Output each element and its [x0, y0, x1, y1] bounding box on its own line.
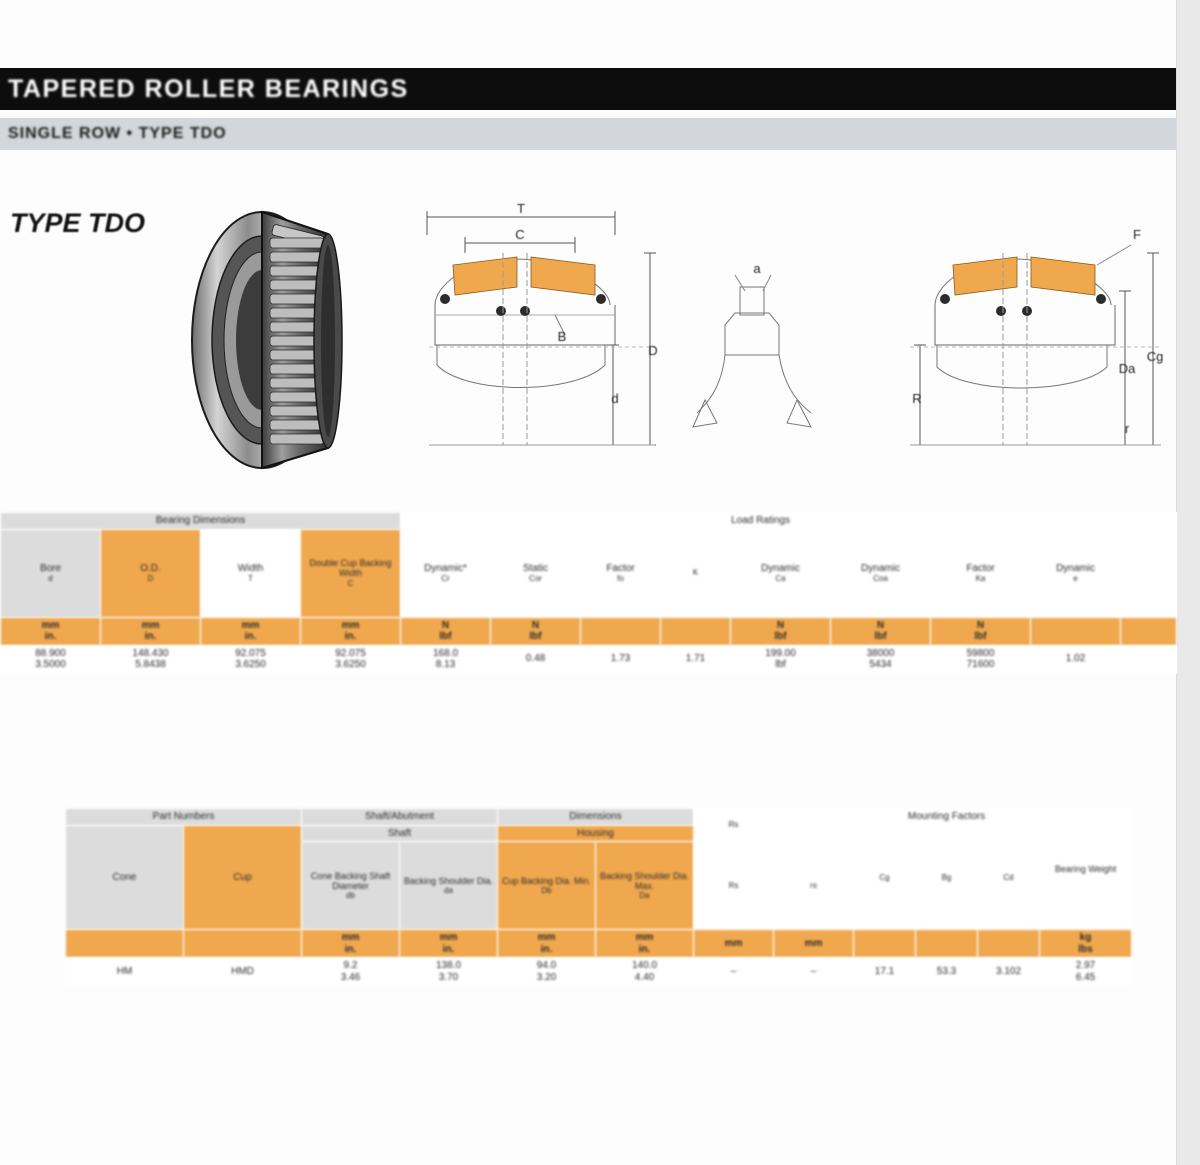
unit-cr: N lbf — [401, 617, 491, 645]
group-header-bearing-dimensions: Bearing Dimensions — [1, 513, 401, 530]
col-header-od — [101, 529, 201, 617]
unit-bore: mm in. — [1, 617, 101, 645]
table1-group-header-row — [1, 513, 1177, 530]
dim-label-C: C — [515, 227, 525, 242]
unit-weight: kg lbs — [1040, 930, 1132, 958]
unit-cup-backing-width: mm in. — [301, 617, 401, 645]
dim-label-F: F — [1133, 227, 1141, 242]
col-header-cup-backing-width-label: Double Cup Backing Width — [309, 558, 392, 579]
col-header-factor-fo-symbol: fo — [617, 574, 624, 584]
unit-ca: N lbf — [731, 617, 831, 645]
col-header-dynamic-coa-symbol: Coa — [873, 574, 888, 584]
table1-units-row — [1, 617, 1177, 645]
group-header-dimensions: Dimensions — [498, 809, 694, 826]
col-header-dynamic-e — [1031, 529, 1121, 617]
group-header-rs-unit: Rs — [694, 809, 774, 842]
col-header-bore — [1, 529, 101, 617]
unit-da-min: mm in. — [400, 930, 498, 958]
unit-cd — [978, 930, 1040, 958]
cell-width: 92.075 3.6250 — [201, 645, 301, 673]
unit-db-cup: mm in. — [498, 930, 596, 958]
col-header-dynamic-ca-symbol: Ca — [775, 574, 786, 584]
cell-coa: 38000 5434 — [831, 645, 931, 673]
group-header-shaft-abutment: Shaft/Abutment — [302, 809, 498, 826]
table1-edge-cell-2 — [1121, 529, 1177, 617]
col-header-dynamic-coa — [831, 529, 931, 617]
col-header-dynamic-e-symbol: e — [1073, 574, 1078, 584]
col-header-cone-backing-shaft-dia: Cone Backing Shaft Diameter db — [302, 842, 400, 930]
cell-cone-part-number: HM — [66, 958, 184, 986]
cell-bg: 53.3 — [916, 958, 978, 986]
sub-header-shaft: Shaft — [302, 825, 498, 842]
group-header-mounting-factors: Mounting Factors — [854, 809, 1040, 826]
table-row — [1, 645, 1177, 673]
col-header-cup-backing-width — [301, 529, 401, 617]
cell-ca: 199.00 lbf — [731, 645, 831, 673]
page-subtitle: SINGLE ROW • TYPE TDO — [8, 125, 227, 142]
bearing-dimensions-load-ratings-table — [0, 512, 1177, 674]
unit-cup — [184, 930, 302, 958]
col-header-rs: Rs — [694, 842, 774, 930]
cell-cg: 17.1 — [854, 958, 916, 986]
col-header-static-cor-label: Static — [522, 562, 548, 574]
col-header-cg: Cg — [854, 825, 916, 930]
unit-rs-small: mm — [774, 930, 854, 958]
part-numbers-abutment-dimensions-table — [65, 808, 1132, 986]
col-header-cup: Cup — [184, 825, 302, 930]
col-header-od-symbol: D — [147, 574, 154, 584]
dim-label-B: B — [557, 329, 567, 344]
table-row — [66, 958, 1132, 986]
unit-coa: N lbf — [831, 617, 931, 645]
col-header-factor-fo — [581, 529, 661, 617]
table1-column-header-row — [1, 529, 1177, 617]
bearing-type-label: TYPE TDO — [10, 208, 146, 238]
unit-ka: N lbf — [931, 617, 1031, 645]
col-header-bg: Bg — [916, 825, 978, 930]
table1-edge-cell — [1121, 513, 1177, 530]
col-header-cup-backing-dia-min: Cup Backing Dia. Min. Db — [498, 842, 596, 930]
group-header-load-ratings: Load Ratings — [401, 513, 1121, 530]
cell-da-max: 140.0 4.40 — [596, 958, 694, 986]
bearing-cross-section-drawings — [405, 195, 1175, 490]
cell-rs: – — [694, 958, 774, 986]
group-header-bearing-weight: Bearing Weight — [1040, 809, 1132, 930]
table2-group-header-row — [66, 809, 1132, 826]
col-header-backing-shoulder-dia: Backing Shoulder Dia. da — [400, 842, 498, 930]
col-header-dynamic-cr — [401, 529, 491, 617]
unit-cone — [66, 930, 184, 958]
table2-sub-header-row — [66, 825, 1132, 842]
col-header-factor-ka — [931, 529, 1031, 617]
col-header-cd: Cd — [978, 825, 1040, 930]
col-header-cup-backing-width-symbol: C — [347, 578, 354, 588]
dim-label-Da: Da — [1118, 361, 1136, 376]
unit-k — [661, 617, 731, 645]
dim-label-D: D — [648, 343, 658, 358]
col-header-static-cor-symbol: Cor — [529, 574, 542, 584]
col-header-factor-fo-label: Factor — [606, 562, 635, 574]
dim-label-R: R — [912, 391, 922, 406]
unit-cor: N lbf — [491, 617, 581, 645]
unit-rs: mm — [694, 930, 774, 958]
cell-db-cup: 94.0 3.20 — [498, 958, 596, 986]
cell-cup-part-number: HMD — [184, 958, 302, 986]
col-header-bore-symbol: d — [48, 574, 53, 584]
col-header-static-cor — [491, 529, 581, 617]
col-header-cone: Cone — [66, 825, 184, 930]
cell-bore: 88.900 3.5000 — [1, 645, 101, 673]
col-header-dynamic-cr-symbol: Cr — [441, 574, 450, 584]
group-header-part-numbers: Part Numbers — [66, 809, 302, 826]
col-header-width — [201, 529, 301, 617]
col-header-rs-small: rs — [774, 842, 854, 930]
document-title-bar — [0, 68, 1176, 110]
dim-label-a: a — [753, 261, 761, 276]
cell-ka: 59800 71600 — [931, 645, 1031, 673]
col-header-width-label: Width — [237, 562, 264, 574]
cell-rs-small: – — [774, 958, 854, 986]
unit-fo — [581, 617, 661, 645]
unit-e — [1031, 617, 1121, 645]
table1-edge-cell-3 — [1121, 617, 1177, 645]
dim-label-d: d — [611, 391, 619, 406]
cell-cd: 3.102 — [978, 958, 1040, 986]
cell-e: 1.02 — [1031, 645, 1121, 673]
unit-od: mm in. — [101, 617, 201, 645]
cell-cor: 0.48 — [491, 645, 581, 673]
col-header-k-symbol: K — [692, 568, 699, 578]
col-header-bore-label: Bore — [39, 562, 62, 574]
cell-db: 9.2 3.46 — [302, 958, 400, 986]
unit-db: mm in. — [302, 930, 400, 958]
unit-cg — [854, 930, 916, 958]
col-header-dynamic-cr-label: Dynamic* — [424, 562, 467, 574]
sub-header-housing: Housing — [498, 825, 694, 842]
page-title: TAPERED ROLLER BEARINGS — [8, 74, 409, 103]
col-header-dynamic-e-label: Dynamic — [1056, 562, 1095, 574]
cell-cup-backing-width: 92.075 3.6250 — [301, 645, 401, 673]
page-right-gutter — [1176, 0, 1200, 1165]
cell-od: 148.430 5.8438 — [101, 645, 201, 673]
col-header-od-label: O.D. — [140, 562, 161, 574]
document-subtitle-bar — [0, 118, 1176, 150]
cell-da-min: 138.0 3.70 — [400, 958, 498, 986]
col-header-factor-ka-label: Factor — [966, 562, 995, 574]
cell-cr: 168.0 8.13 — [401, 645, 491, 673]
tapered-roller-bearing-photo — [178, 198, 396, 483]
col-header-dynamic-ca-label: Dynamic — [761, 562, 800, 574]
table2-units-row — [66, 930, 1132, 958]
col-header-factor-ka-symbol: Ka — [975, 574, 986, 584]
cell-fo: 1.73 — [581, 645, 661, 673]
dim-label-r: r — [1124, 421, 1130, 436]
col-header-dynamic-ca — [731, 529, 831, 617]
group-header-rs-small-unit — [774, 809, 854, 842]
col-header-backing-shoulder-dia-max: Backing Shoulder Dia. Max. Da — [596, 842, 694, 930]
cell-k: 1.71 — [661, 645, 731, 673]
table1-edge-cell-4 — [1121, 645, 1177, 673]
unit-width: mm in. — [201, 617, 301, 645]
col-header-dynamic-coa-label: Dynamic — [861, 562, 900, 574]
dim-label-T: T — [517, 201, 525, 216]
col-header-k — [661, 529, 731, 617]
unit-bg — [916, 930, 978, 958]
col-header-width-symbol: T — [248, 574, 253, 584]
dim-label-Cg: Cg — [1146, 349, 1164, 364]
unit-da-max: mm in. — [596, 930, 694, 958]
cell-bearing-weight: 2.97 6.45 — [1040, 958, 1132, 986]
